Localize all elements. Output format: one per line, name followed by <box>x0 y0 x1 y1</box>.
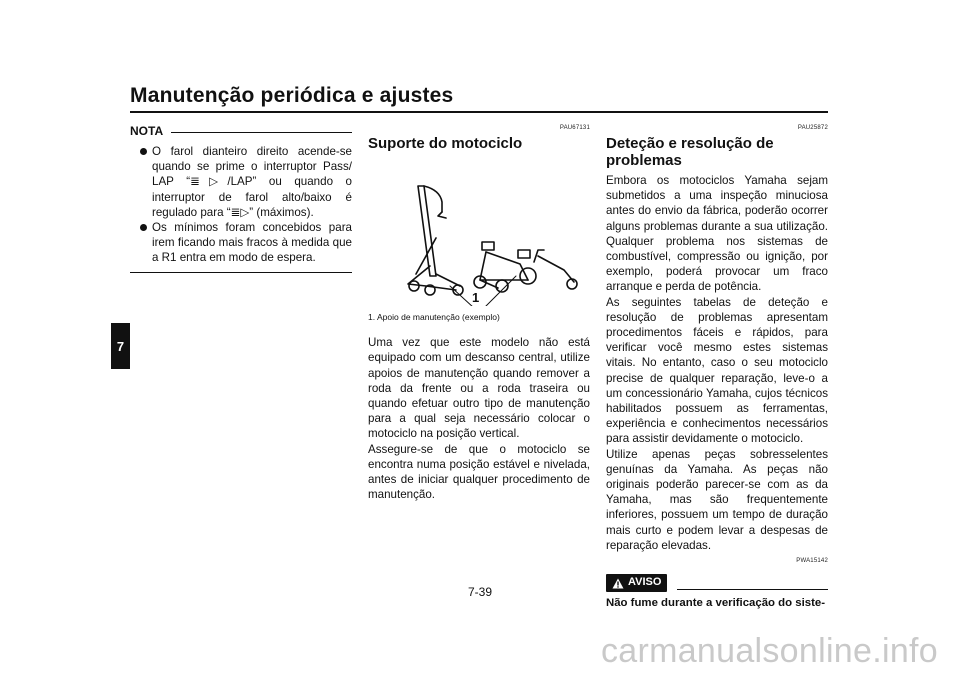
nota-header <box>130 124 352 140</box>
section-title-stand: Suporte do motociclo <box>368 135 523 152</box>
trouble-paragraph-2: As seguintes tabelas de deteção e resolução de problemas apresentam procedimentos fáceis e rápidos, para verificar você mesmo estes sistemas vitais. No entanto, caso o seu motociclo precise de qualquer reparação, leve-o a um concessionário Yamaha, cujos técnicos habilitados possuem as ferramentas, experiência e conhecimentos necessários para assistir devidamente o motociclo. <box>606 295 828 446</box>
column-left <box>130 124 352 273</box>
section-code: PAU67131 <box>559 125 590 131</box>
trouble-paragraph-1: Embora os motociclos Yamaha sejam submetidos a uma inspeção minuciosa antes do envio da fábrica, poderão ocorrer alguns problemas durante a sua utilização. Qualquer problema nos sistemas de combustível, compressão ou ignição, por exemplo, poderá provocar um fraco arranque e perda de potência. <box>606 174 828 294</box>
nota-rule <box>171 132 352 133</box>
aviso-text: Não fume durante a verificação do siste- <box>606 597 826 610</box>
section-code: PAU25872 <box>797 125 828 131</box>
page-number: 7-39 <box>467 585 493 599</box>
nota-bottom-rule <box>130 272 352 273</box>
watermark: carmanualsonline.info <box>600 632 938 670</box>
stand-paragraph-1: Uma vez que este modelo não está equipado com um descanso central, utilize apoios de manutenção quando remover a roda da frente ou a roda traseira ou quando efetuar outro tipo de manutenção para a qual seja necessário colocar o motociclo na posição vertical. <box>368 336 590 441</box>
aviso-label: AVISO <box>628 576 662 589</box>
nota-label: NOTA <box>130 124 164 139</box>
column-right <box>606 124 828 611</box>
page-title: Manutenção periódica e ajustes <box>130 84 454 107</box>
warning-code: PWA15142 <box>796 558 828 565</box>
stand-paragraph-2: Assegure-se de que o motociclo se encontra numa posição estável e nivelada, antes de iniciar qualquer procedimento de manutenção. <box>368 442 590 502</box>
nota-item-1: O farol dianteiro direito acende-se quando se prime o interruptor Pass/ LAP “≣▷/LAP” ou quando o interruptor de farol alto/baixo é regulado para “≣▷” (máximos). <box>130 144 352 220</box>
figure-callout-1: 1 <box>472 290 480 305</box>
header-rule <box>130 111 828 113</box>
nota-item-2: Os mínimos foram concebidos para irem ficando mais fracos à medida que a R1 entra em modo de espera. <box>130 220 352 266</box>
nota-list <box>130 144 352 266</box>
caption-number: 1. <box>368 312 376 322</box>
maintenance-stand-figure <box>368 156 590 306</box>
caption-text: Apoio de manutenção (exemplo) <box>377 312 500 322</box>
chapter-tab: 7 <box>111 323 130 369</box>
column-middle <box>368 124 590 502</box>
maintenance-stand-illustration <box>368 156 590 306</box>
section-title-troubleshooting: Deteção e resolução de problemas <box>606 135 774 169</box>
figure-caption <box>368 310 590 325</box>
trouble-paragraph-3: Utilize apenas peças sobresselentes genuínas da Yamaha. As peças não originais poderão parecer-se com as da Yamaha, mas são frequentemente inferiores, possuem um tempo de duração mais curto e podem levar a despesas de reparação elevadas. <box>606 447 828 552</box>
